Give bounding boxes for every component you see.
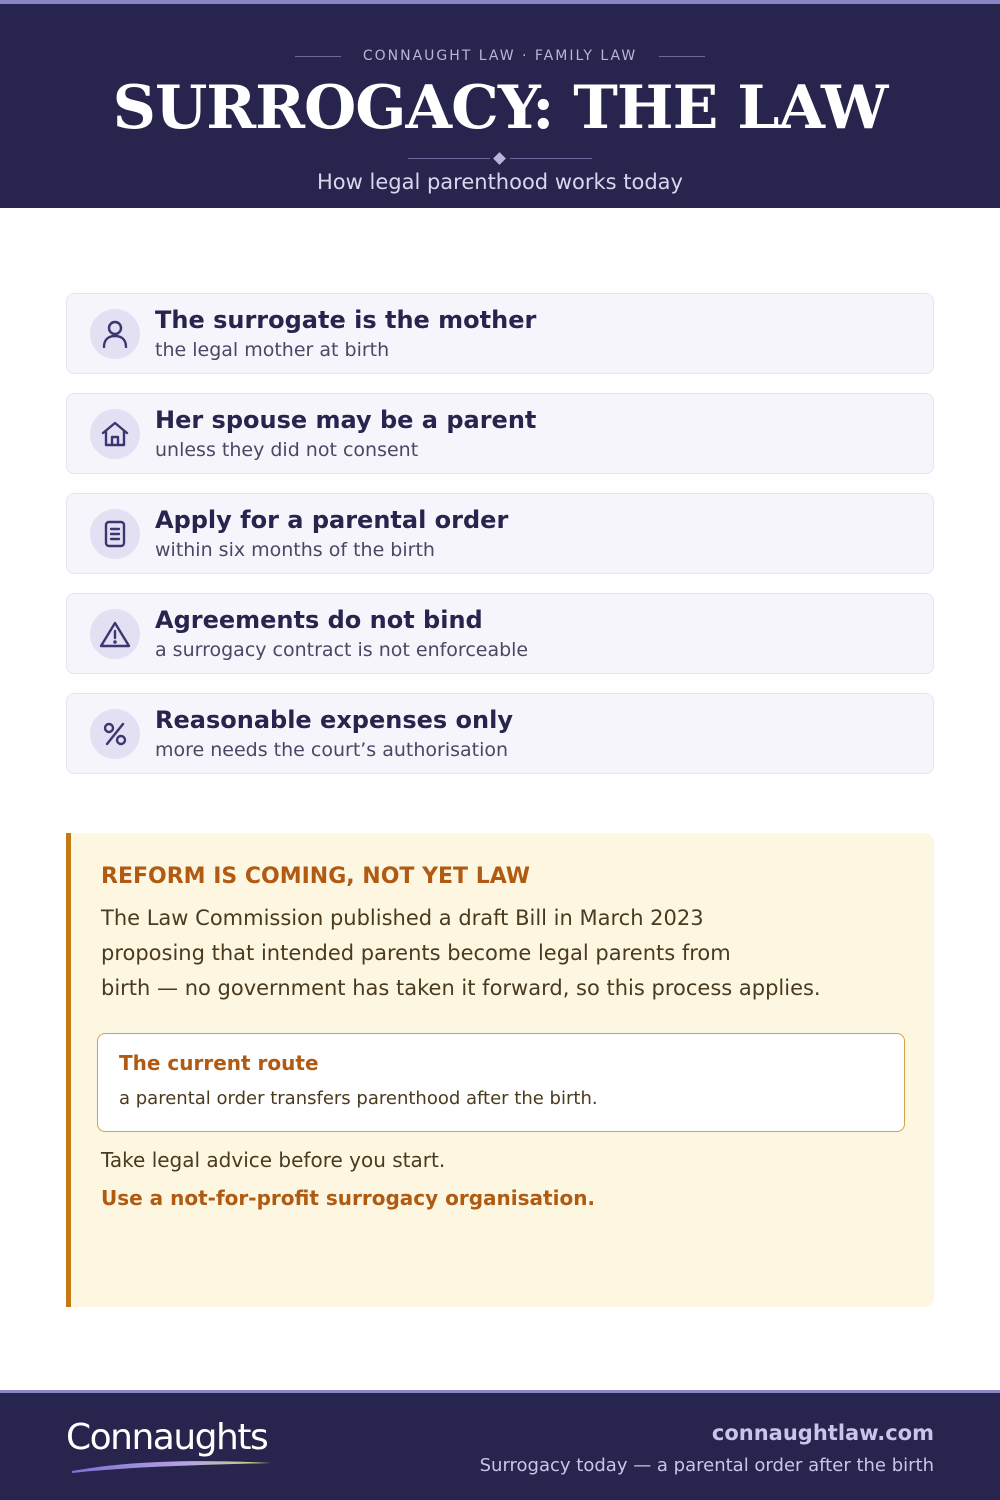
diamond-icon — [493, 152, 506, 165]
reform-body — [101, 901, 901, 1006]
logo-swoosh-icon — [66, 1457, 276, 1477]
person-icon — [90, 309, 140, 359]
card-title: Her spouse may be a parent — [155, 406, 537, 434]
fact-card — [66, 593, 934, 674]
advice-emphasis: Use a not-for-profit surrogacy organisation. — [101, 1186, 596, 1210]
website-link[interactable]: connaughtlaw.com — [711, 1421, 934, 1445]
warning-icon — [90, 609, 140, 659]
document-icon — [90, 509, 140, 559]
reform-body-line: proposing that intended parents become legal parents from — [101, 941, 731, 965]
card-subtitle: unless they did not consent — [155, 439, 419, 461]
page-subtitle: How legal parenthood works today — [317, 170, 683, 194]
reform-body-line: birth — no government has taken it forward, so this process applies. — [101, 976, 821, 1000]
card-subtitle: within six months of the birth — [155, 539, 435, 561]
percent-icon — [90, 709, 140, 759]
card-subtitle: more needs the court’s authorisation — [155, 739, 509, 761]
kicker-divider-right — [659, 56, 705, 57]
current-route-title: The current route — [119, 1051, 319, 1075]
footer-bar — [0, 1390, 1000, 1500]
fact-card — [66, 493, 934, 574]
kicker-label: CONNAUGHT LAW · FAMILY LAW — [362, 48, 638, 64]
card-title: Apply for a parental order — [155, 506, 509, 534]
reform-callout — [66, 833, 934, 1307]
header-banner — [0, 0, 1000, 208]
card-title: Agreements do not bind — [155, 606, 483, 634]
reform-heading: REFORM IS COMING, NOT YET LAW — [101, 864, 531, 889]
fact-card — [66, 293, 934, 374]
fact-card — [66, 393, 934, 474]
advice-text: Take legal advice before you start. — [101, 1148, 446, 1172]
kicker-row — [0, 48, 1000, 64]
card-title: Reasonable expenses only — [155, 706, 513, 734]
page-title: SURROGACY: THE LAW — [112, 73, 888, 143]
footer-tagline: Surrogacy today — a parental order after the birth — [479, 1455, 934, 1476]
card-title: The surrogate is the mother — [155, 306, 537, 334]
brand-logo-wordmark: Connaughts — [66, 1417, 268, 1458]
fact-card — [66, 693, 934, 774]
brand-logo — [66, 1417, 286, 1477]
current-route-box — [97, 1033, 905, 1132]
house-icon — [90, 409, 140, 459]
fact-card-list — [66, 293, 934, 793]
reform-body-line: The Law Commission published a draft Bill in March 2023 — [101, 906, 704, 930]
diamond-divider — [408, 153, 592, 165]
card-subtitle: a surrogacy contract is not enforceable — [155, 639, 529, 661]
current-route-text: a parental order transfers parenthood after the birth. — [119, 1088, 598, 1109]
card-subtitle: the legal mother at birth — [155, 339, 390, 361]
kicker-divider-left — [295, 56, 341, 57]
